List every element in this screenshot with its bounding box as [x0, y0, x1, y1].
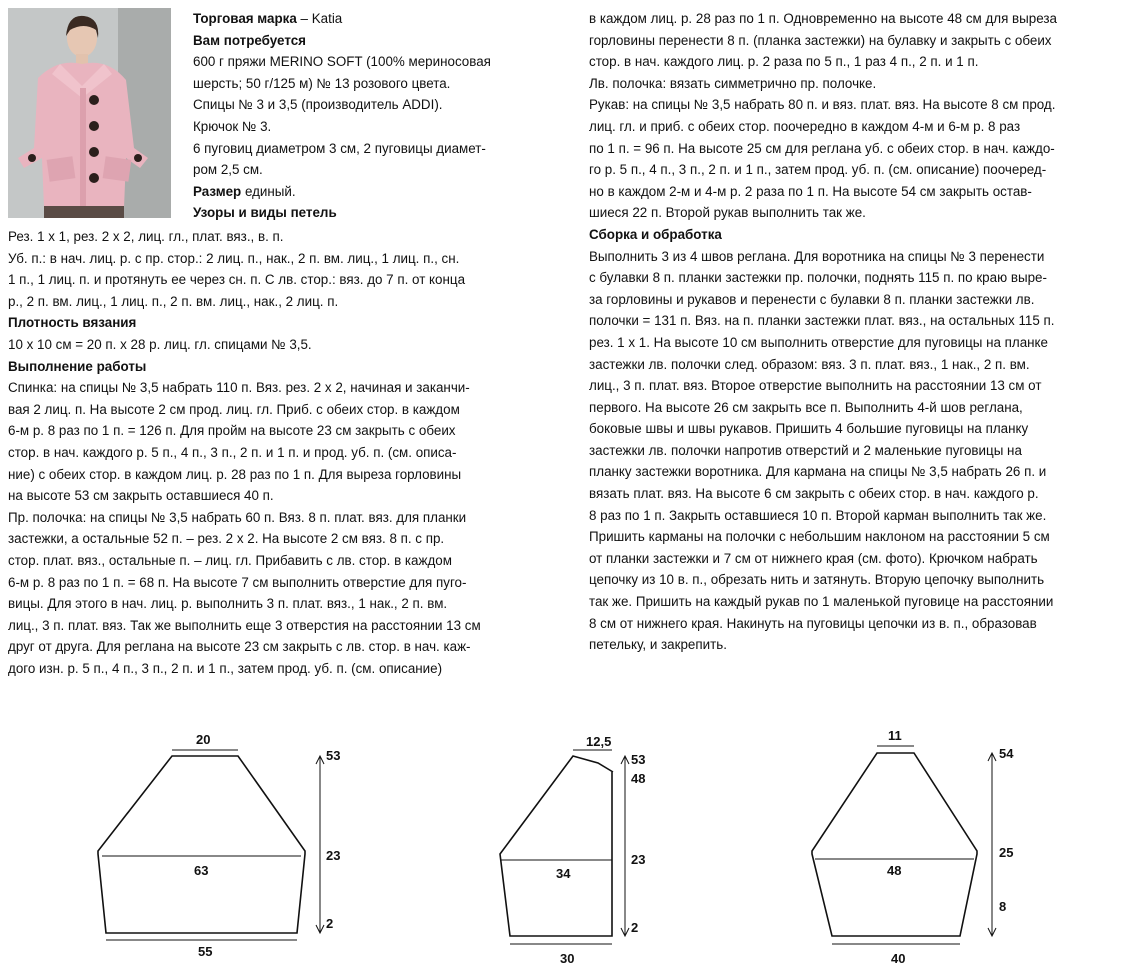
sleeve-height-raglan: 25 [999, 845, 1014, 860]
right-text-line: Рукав: на спицы № 3,5 набрать 80 п. и вяз. плат. вяз. На высоте 8 см прод. [589, 97, 1056, 113]
right-text-line: застежки лв. полочки напротив отверстий и 2 маленькие пуговицы на [589, 442, 1022, 458]
left-text-line: вая 2 лиц. п. На высоте 2 см прод. лиц. гл. Приб. с обеих стор. в каждом [8, 401, 460, 417]
materials-line: Спицы № 3 и 3,5 (производитель ADDI). [193, 97, 443, 113]
right-text-line: планку застежки воротника. Для кармана на спицы № 3,5 набрать 26 п. и [589, 464, 1047, 480]
right-text-line: застежки лв. полочки след. образом: вяз. 3 п. плат. вяз., 1 нак., 2 п. вм. [589, 356, 1030, 372]
back-diagram [98, 750, 324, 940]
left-text-line: Уб. п.: в нач. лиц. р. с пр. стор.: 2 лиц. п., нак., 2 п. вм. лиц., 1 лиц. п., сн. [8, 250, 460, 266]
brand-value: – Katia [296, 11, 343, 26]
right-text-line: рез. 1 х 1. На высоте 10 см выполнить отверстие для пуговицы на планке [589, 334, 1049, 350]
left-text-line: 1 п., 1 лиц. п. и протянуть ее через сн. п. С лв. стор.: вяз. до 7 п. от конца [8, 272, 466, 288]
size-label: Размер [193, 183, 242, 199]
right-text-line: с булавки 8 п. планки застежки пр. полочки, поднять 115 п. по краю выре- [589, 270, 1047, 286]
front-height-total: 53 [631, 752, 646, 767]
right-text-line: Выполнить 3 из 4 швов реглана. Для воротника на спицы № 3 перенести [589, 248, 1045, 264]
right-text-line: стор. в нач. каждого лиц. р. 2 раза по 5 п., 1 раз 4 п., 2 п. и 1 п. [589, 54, 979, 70]
diagrams-svg [0, 720, 1139, 971]
right-text-heading: Сборка и обработка [589, 226, 722, 242]
materials-line: Крючок № 3. [193, 118, 272, 134]
right-text-line: лиц., 3 п. плат. вяз. Второе отверстие выполнить на расстоянии 13 см от [589, 378, 1042, 394]
left-text-heading: Плотность вязания [8, 315, 137, 331]
right-text-line: 8 см от нижнего края. Накинуть на пуговицы цепочки из в. п., образовав [589, 615, 1037, 631]
front-width: 34 [556, 866, 571, 881]
instructions-left-column [8, 226, 568, 679]
right-text-line: горловины перенести 8 п. (планка застежки) на булавку и закрыть с обеих [589, 32, 1052, 48]
back-width: 63 [194, 863, 209, 878]
right-text-line: от планки застежки и 7 см от нижнего края (см. фото). Крючком набрать [589, 550, 1038, 566]
left-text-line: застежки, а остальные 52 п. – рез. 2 х 2. На высоте 2 см вяз. 8 п. с пр. [8, 531, 445, 547]
right-text-line: шиеся 22 п. Второй рукав выполнить так же. [589, 205, 866, 221]
left-text-line: 10 х 10 см = 20 п. х 28 р. лиц. гл. спицами № 3,5. [8, 336, 312, 352]
left-text-line: на высоте 53 см закрыть оставшиеся 40 п. [8, 488, 274, 504]
product-photo [8, 8, 171, 218]
right-text-line: петельку, и закрепить. [589, 637, 727, 653]
left-text-line: стор. плат. вяз., остальные п. – лиц. гл. Прибавить с лв. стор. в каждом [8, 552, 452, 568]
left-text-line: Пр. полочка: на спицы № 3,5 набрать 60 п. Вяз. 8 п. плат. вяз. для планки [8, 509, 467, 525]
sleeve-height-total: 54 [999, 746, 1014, 761]
sleeve-width: 48 [887, 863, 902, 878]
right-text-line: 8 раз по 1 п. Закрыть оставшиеся 10 п. Второй карман выполнить так же. [589, 507, 1047, 523]
sleeve-height-cuff: 8 [999, 899, 1007, 914]
sleeve-top-width: 11 [888, 728, 902, 743]
left-text-heading: Выполнение работы [8, 358, 147, 374]
front-bottom-width: 30 [560, 951, 575, 966]
right-text-line: боковые швы и швы рукавов. Пришить 4 большие пуговицы на планку [589, 421, 1029, 437]
back-height-rib: 2 [326, 916, 334, 931]
left-text-line: вицы. Для этого в нач. лиц. р. выполнить 3 п. плат. вяз., 1 нак., 2 п. вм. [8, 596, 448, 612]
patterns-heading: Узоры и виды петель [193, 205, 337, 221]
right-text-line: первого. На высоте 26 см закрыть все п. Выполнить 4-й шов реглана, [589, 399, 1023, 415]
left-text-line: 6-м р. 8 раз по 1 п. = 68 п. На высоте 7 см выполнить отверстие для пуго- [8, 574, 467, 590]
front-height-armhole: 23 [631, 852, 646, 867]
back-bottom-width: 55 [198, 944, 213, 959]
right-text-line: но в каждом 2-м и 4-м р. 2 раза по 1 п. На высоте 54 см закрыть остав- [589, 183, 1032, 199]
front-neck-width: 12,5 [586, 734, 612, 749]
right-text-line: полочки = 131 п. Вяз. на п. планки застежки плат. вяз., на остальных 115 п. [589, 313, 1055, 329]
front-outline [500, 756, 613, 936]
back-height-armhole: 23 [326, 848, 341, 863]
materials-line: ром 2,5 см. [193, 162, 263, 178]
brand-label: Торговая марка [193, 11, 297, 26]
sleeve-outline [812, 753, 977, 936]
left-text-line: друг от друга. Для реглана на высоте 23 см закрыть с лв. стор. в нач. каж- [8, 639, 471, 655]
sleeve-diagram [812, 746, 996, 944]
materials-line: 6 пуговиц диаметром 3 см, 2 пуговицы диамет- [193, 140, 486, 156]
left-text-line: Рез. 1 х 1, рез. 2 х 2, лиц. гл., плат. вяз., в. п. [8, 229, 284, 244]
left-text-line: лиц., 3 п. плат. вяз. Так же выполнить еще 3 отверстия на расстоянии 13 см [8, 617, 481, 633]
size-value: единый. [241, 183, 296, 199]
back-outline [98, 756, 305, 933]
materials-heading: Вам потребуется [193, 32, 306, 48]
front-height-rib: 2 [631, 920, 639, 935]
right-text-line: го р. 5 п., 4 п., 3 п., 2 п. и 1 п., затем прод. уб. п. (см. описание) поочеред- [589, 162, 1047, 178]
back-top-width: 20 [196, 732, 211, 747]
instructions-right-column [589, 8, 1137, 656]
right-text-line: в каждом лиц. р. 28 раз по 1 п. Одновременно на высоте 48 см для выреза [589, 11, 1057, 26]
front-height-neck: 48 [631, 771, 646, 786]
materials-line: 600 г пряжи MERINO SOFT (100% мериносовая [193, 54, 491, 70]
left-text-line: ние) с обеих стор. в каждом лиц. р. 28 раз по 1 п. Для выреза горловины [8, 466, 462, 482]
front-diagram [500, 750, 629, 944]
right-text-line: Лв. полочка: вязать симметрично пр. полочке. [589, 75, 877, 91]
sleeve-bottom-width: 40 [891, 951, 906, 966]
materials-line: шерсть; 50 г/125 м) № 13 розового цвета. [193, 75, 451, 91]
right-text-line: за горловины и рукавов и перенести с булавки 8 п. планки застежки лв. [589, 291, 1035, 307]
left-text-line: Спинка: на спицы № 3,5 набрать 110 п. Вяз. рез. 2 х 2, начиная и заканчи- [8, 380, 470, 396]
model-illustration [8, 8, 171, 218]
right-text-line: Пришить карманы на полочки с небольшим наклоном на расстоянии 5 см [589, 529, 1050, 545]
pattern-diagrams [0, 720, 1139, 971]
materials-block [193, 8, 553, 224]
left-text-line: р., 2 п. вм. лиц., 1 лиц. п., 2 п. вм. лиц., нак., 2 лиц. п. [8, 293, 339, 309]
right-text-line: по 1 п. = 96 п. На высоте 25 см для реглана уб. с обеих стор. в нач. каждо- [589, 140, 1055, 156]
right-text-line: вязать плат. вяз. На высоте 6 см закрыть с обеих стор. в нач. каждого р. [589, 486, 1039, 502]
left-text-line: 6-м р. 8 раз по 1 п. = 126 п. Для пройм на высоте 23 см закрыть с обеих [8, 423, 456, 439]
left-text-line: дого изн. р. 5 п., 4 п., 3 п., 2 п. и 1 п., затем прод. уб. п. (см. описание) [8, 660, 443, 676]
back-height-total: 53 [326, 748, 341, 763]
right-text-line: лиц. гл. и приб. с обеих стор. поочередно в каждом 4-м и 6-м р. 8 раз [589, 118, 1021, 134]
right-text-line: цепочку из 10 в. п., обрезать нить и затянуть. Вторую цепочку выполнить [589, 572, 1045, 588]
left-text-line: стор. в нач. каждого р. 5 п., 4 п., 3 п., 2 п. и 1 п. и прод. уб. п. (см. описа- [8, 444, 457, 460]
right-text-line: так же. Пришить на каждый рукав по 1 маленькой пуговице на расстоянии [589, 594, 1054, 610]
